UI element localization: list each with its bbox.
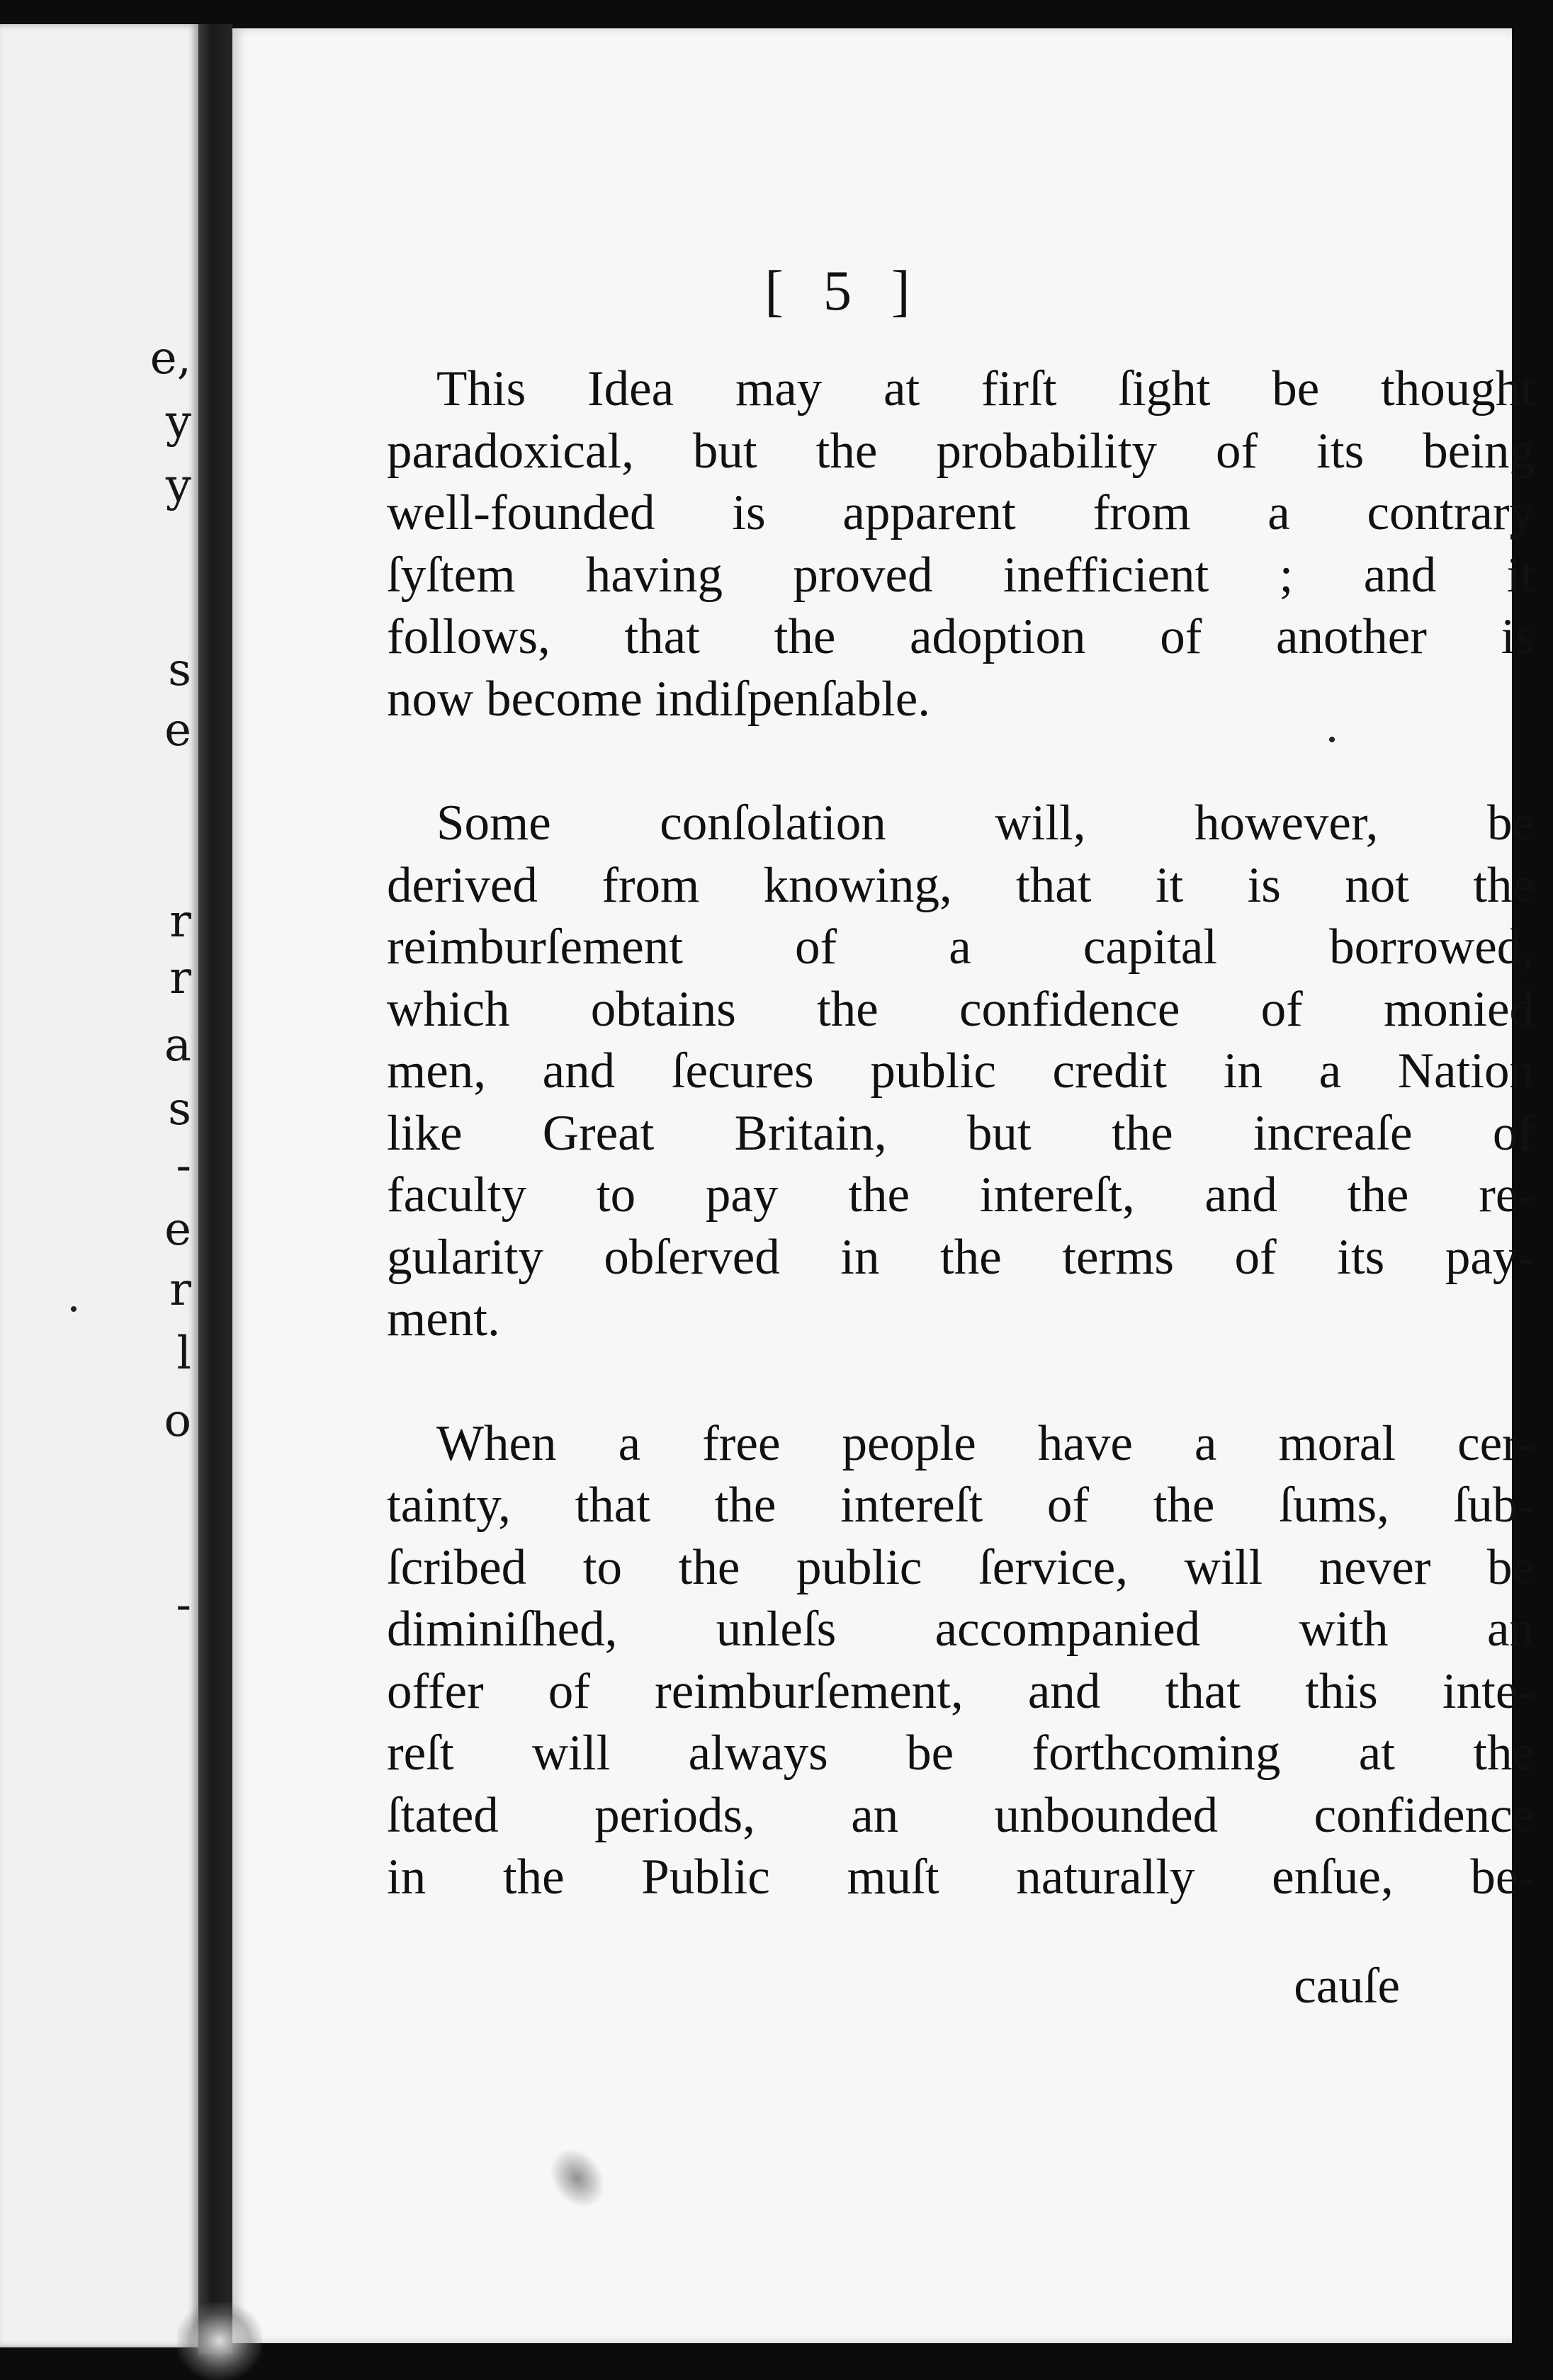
facing-page-text-fragments (0, 24, 198, 2347)
text-line: gularity obſerved in the terms of its pay- (387, 1229, 1535, 1285)
text-line: in the Public muſt naturally enſue, be- (387, 1849, 1535, 1905)
text-line: derived from knowing, that it is not the (387, 857, 1535, 913)
book-page (232, 28, 1535, 2343)
text-line: paradoxical, but the probability of its being (387, 423, 1535, 479)
fragment: y (165, 460, 191, 512)
fragment: a (164, 1019, 191, 1072)
text-line: well-founded is apparent from a contrary (387, 485, 1535, 540)
text-line: men, and ſecures public credit in a Nation (387, 1043, 1535, 1099)
paragraph-3 (387, 1413, 1535, 1909)
fragment: s (168, 644, 191, 696)
ink-speck (1329, 737, 1335, 742)
page-number: [ 5 ] (764, 260, 923, 322)
paragraph-1 (387, 358, 1535, 730)
text-line: follows, that the adoption of another is (387, 609, 1535, 664)
fragment: e (164, 1203, 191, 1256)
text-line: ſyſtem having proved inefficient ; and it (387, 547, 1535, 603)
paragraph-2 (387, 793, 1535, 1351)
text-line: offer of reimburſement, and that this inte- (387, 1663, 1535, 1719)
fragment: - (176, 1579, 191, 1631)
fragment: r (169, 1264, 191, 1316)
text-line: ſtated periods, an unbounded confidence (387, 1787, 1535, 1843)
fragment: e (164, 704, 191, 756)
fragment: e, (149, 332, 191, 385)
fragment: s (168, 1083, 191, 1135)
catchword: cauſe (1294, 1959, 1400, 2014)
text-line: tainty, that the intereſt of the ſums, ſub- (387, 1478, 1535, 1533)
text-line: faculty to pay the intereſt, and the re- (387, 1167, 1535, 1223)
page-wear-mark (177, 2302, 262, 2380)
text-line: Some conſolation will, however, be (436, 795, 1535, 851)
fragment: r (169, 895, 191, 948)
text-line: ſcribed to the public ſervice, will never be (387, 1539, 1535, 1595)
ink-speck (71, 1306, 77, 1312)
text-line: reſt will always be forthcoming at the (387, 1726, 1535, 1781)
text-line: which obtains the confidence of monied (387, 981, 1535, 1037)
text-line: This Idea may at firſt ſight be thought (436, 361, 1535, 416)
fragment: o (164, 1395, 191, 1447)
ink-smudge (539, 2138, 616, 2218)
fragment: l (176, 1327, 191, 1380)
text-line: ment. (387, 1291, 500, 1347)
fragment: y (165, 396, 191, 448)
text-line: reimburſement of a capital borrowed, (387, 919, 1535, 975)
book-gutter (198, 24, 232, 2354)
fragment: r (169, 952, 191, 1004)
facing-page-edge (0, 24, 198, 2347)
text-line: When a free people have a moral cer- (436, 1415, 1535, 1471)
text-line: diminiſhed, unleſs accompanied with an (387, 1602, 1535, 1657)
fragment: - (176, 1140, 191, 1192)
page-body-text (387, 358, 1535, 1971)
text-line: like Great Britain, but the increaſe of (387, 1105, 1535, 1161)
text-line: now become indiſpenſable. (387, 671, 930, 727)
